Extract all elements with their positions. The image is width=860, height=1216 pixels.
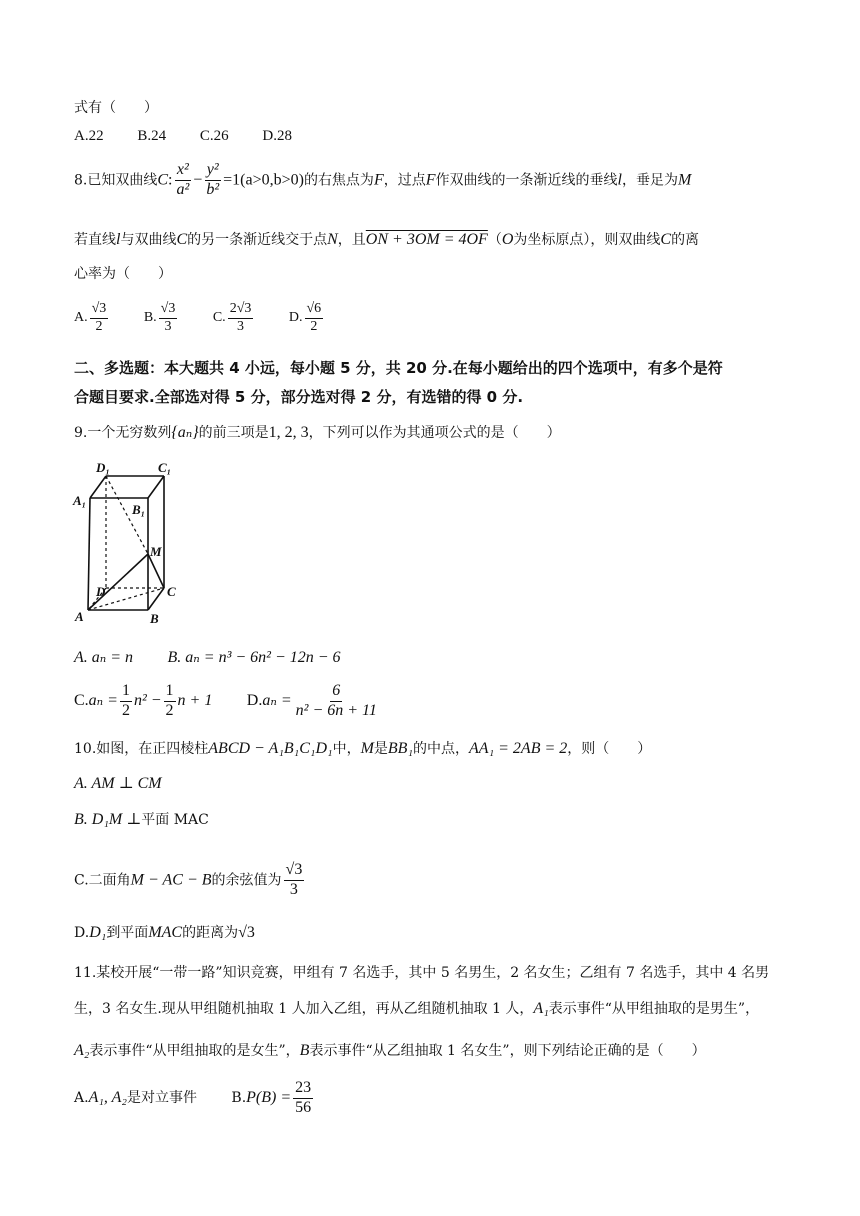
section2-heading-line2: 合题目要求.全部选对得 5 分，部分选对得 2 分，有选错的得 0 分. (74, 388, 524, 406)
q9-options-cd (74, 683, 381, 720)
q10-option-d[interactable]: D.D₁到平面MAC的距离为√3 (74, 924, 255, 941)
q8-line3: 心率为（ ） (74, 266, 172, 282)
q11-option-b[interactable]: B.P(B) = $\frac{23}{56}$ (231, 1079, 312, 1116)
q10-option-b[interactable]: B. D₁M ⊥平面 MAC (74, 811, 209, 828)
fig-label-b: B (150, 611, 159, 626)
q11-option-a[interactable]: A.A₁, A₂是对立事件 (74, 1089, 197, 1107)
q8-line2: 若直线l与双曲线C的另一条渐近线交于点N，且ON + 3OM = 4OF（O为坐标原点），则双曲线C的离 (74, 231, 700, 248)
q9-option-d[interactable]: D.aₙ = $\frac{6}{\text{n² − 6n + 11}}$ (246, 682, 377, 719)
fig-label-c1: C₁ (158, 460, 172, 475)
fig-label-m: M (150, 544, 162, 559)
fig-label-a: A (75, 609, 84, 624)
q8-vector-eq: ON + 3OM = 4OF (365, 231, 488, 248)
q10-option-a[interactable]: A. AM ⊥ CM (74, 775, 162, 792)
q9-option-b[interactable]: B. aₙ = n³ − 6n² − 12n − 6 (167, 649, 341, 666)
q8-options (74, 302, 325, 334)
fig-label-b1: B₁ (132, 502, 146, 517)
section2-heading-line1: 二、多选题：本大题共 4 小远，每小题 5 分，共 20 分.在每小题给出的四个选项中，有多个是符 (74, 359, 723, 377)
q7-option-a[interactable]: A.22 (74, 128, 104, 144)
q8-frac-x: $\frac{\text{x²}}{\text{a²}}$ (176, 161, 190, 198)
fig-label-c: C (167, 584, 176, 599)
q7-option-c[interactable]: C.26 (199, 128, 229, 144)
q7-option-b[interactable]: B.24 (137, 128, 167, 144)
q7-option-d[interactable]: D.28 (262, 128, 292, 144)
q7-options (74, 129, 292, 144)
q8-frac-y: $\frac{\text{y²}}{\text{b²}}$ (206, 161, 220, 198)
q8-option-d[interactable]: D. $\frac{√6}{2}$ (288, 301, 322, 334)
q11-line3: A₂表示事件“从甲组抽取的是女生”，B表示事件“从乙组抽取 1 名女生”，则下列结论正确的是（ ） (74, 1042, 706, 1059)
q8-option-a[interactable]: A. $\frac{√3}{2}$ (74, 301, 107, 334)
q9-option-c[interactable]: C.aₙ = $\frac{1}{2}$ n² − $\frac{1}{2}$ n + 1 (74, 682, 213, 719)
fig-label-d1: D₁ (96, 460, 110, 475)
q7-tail: 式有（ ） (74, 100, 158, 116)
q11-options (74, 1080, 315, 1117)
q9-stem: 9.一个无穷数列{aₙ}的前三项是1, 2, 3，下列可以作为其通项公式的是（ ） (74, 424, 561, 441)
fig-label-a1: A₁ (73, 493, 87, 508)
q9-option-a[interactable]: A. aₙ = n (74, 649, 134, 666)
fig-label-d: D (96, 584, 106, 599)
q8-option-c[interactable]: C. $\frac{2√3}{3}$ (212, 301, 252, 334)
q10-option-c[interactable]: C.二面角M − AC − B的余弦值为 $\frac{√3}{3}$ (74, 861, 303, 898)
q8-line1: 8.已知双曲线C: $\frac{\text{x²}}{\text{a²}}$ − $\frac{\text{y²}}{\text{b²}}$ =1(a>0,b>0)的右焦点为F，过点F作双曲线的一条渐近线的垂线l，垂足为M (74, 161, 692, 198)
q8-option-b[interactable]: B. $\frac{√3}{3}$ (143, 301, 176, 334)
q11-line1: 11.某校开展“一带一路”知识竞赛，甲组有 7 名选手，其中 5 名男生，2 名女生；乙组有 7 名选手，其中 4 名男 (74, 965, 770, 981)
q11-line2: 生，3 名女生.现从甲组随机抽取 1 人加入乙组，再从乙组随机抽取 1 人，A₁表示事件“从甲组抽取的是男生”， (74, 1000, 760, 1017)
q10-stem: 10.如图，在正四棱柱ABCD − A₁B₁C₁D₁中，M是BB₁的中点，AA₁ = 2AB = 2，则（ ） (74, 740, 652, 757)
q9-options-ab (74, 650, 341, 666)
prism-figure (70, 458, 190, 628)
